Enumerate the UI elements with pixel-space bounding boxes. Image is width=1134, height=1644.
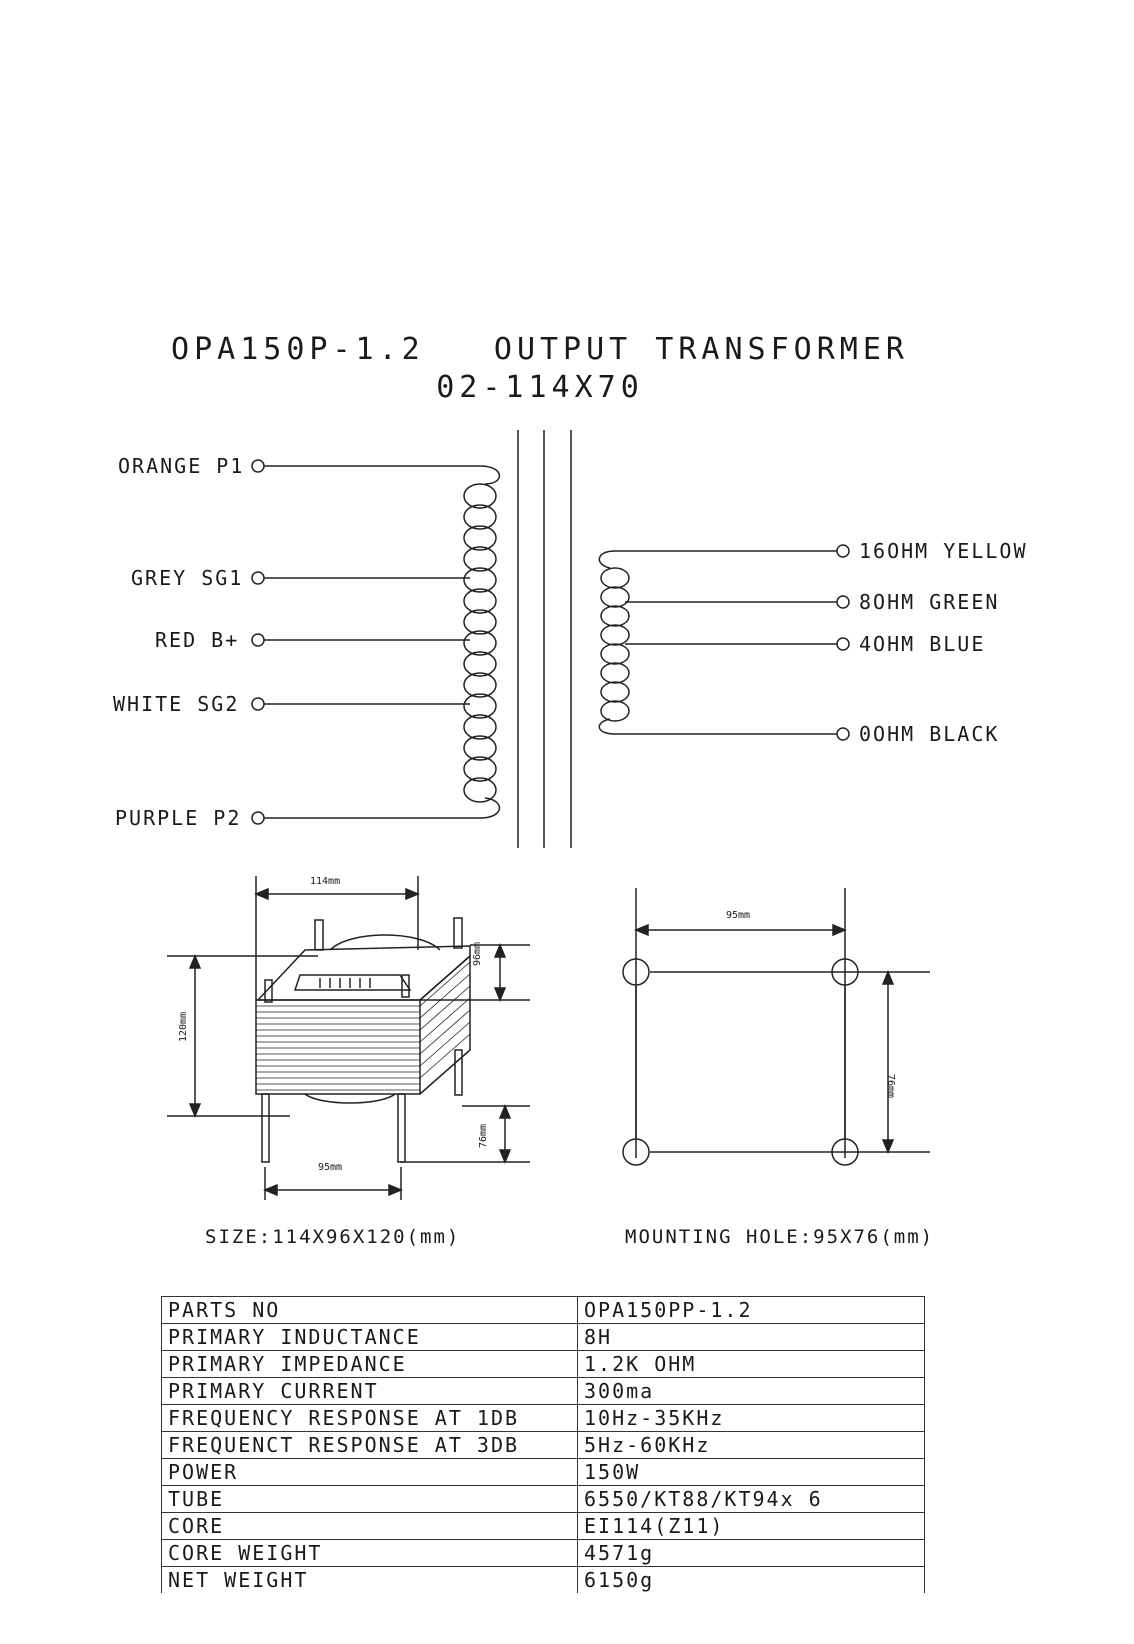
table-row: [162, 1486, 925, 1513]
spec-key: CORE: [162, 1513, 578, 1540]
spec-value: 10Hz-35KHz: [578, 1405, 925, 1432]
label-0ohm-black: 0OHM BLACK: [859, 722, 1000, 746]
spec-value: 150W: [578, 1459, 925, 1486]
label-purple-p2: PURPLE P2: [115, 806, 242, 830]
spec-key: POWER: [162, 1459, 578, 1486]
terminal-grey-sg1: [252, 572, 264, 584]
dim-label-120mm: 120mm: [178, 1011, 189, 1042]
label-16ohm-yellow: 16OHM YELLOW: [859, 539, 1028, 563]
table-row: [162, 1459, 925, 1486]
dim-label-95mm-legs: 95mm: [318, 1162, 343, 1173]
table-row: [162, 1378, 925, 1405]
terminal-0ohm-black: [837, 728, 849, 740]
table-row: [162, 1567, 925, 1594]
dim-label-96mm: 96mm: [472, 941, 483, 966]
dim-label-76mm-holes: 76mm: [885, 1074, 896, 1099]
spec-key: PARTS NO: [162, 1297, 578, 1324]
spec-key: CORE WEIGHT: [162, 1540, 578, 1567]
table-row: [162, 1432, 925, 1459]
terminal-4ohm-blue: [837, 638, 849, 650]
dim-label-114mm: 114mm: [310, 876, 341, 887]
dim-label-76mm-leg: 76mm: [478, 1123, 489, 1148]
spec-table: [161, 1296, 925, 1593]
spec-value: 6550/KT88/KT94x 6: [578, 1486, 925, 1513]
label-red-b: RED B+: [155, 628, 240, 652]
label-8ohm-green: 8OHM GREEN: [859, 590, 1000, 614]
spec-value: 4571g: [578, 1540, 925, 1567]
spec-key: FREQUENCY RESPONSE AT 1DB: [162, 1405, 578, 1432]
spec-key: PRIMARY IMPEDANCE: [162, 1351, 578, 1378]
mounting-hole-diagram: [623, 888, 930, 1165]
terminal-purple-p2: [252, 812, 264, 824]
mounting-caption: MOUNTING HOLE:95X76(mm): [625, 1226, 935, 1248]
spec-value: 8H: [578, 1324, 925, 1351]
transformer-body-sketch: [167, 876, 530, 1200]
spec-key: NET WEIGHT: [162, 1567, 578, 1594]
spec-value: 6150g: [578, 1567, 925, 1594]
dim-label-95mm-holes: 95mm: [726, 910, 751, 921]
table-row: [162, 1351, 925, 1378]
table-row: [162, 1297, 925, 1324]
spec-key: PRIMARY CURRENT: [162, 1378, 578, 1405]
diagram-subtitle: 02-114X70: [436, 370, 644, 405]
spec-key: TUBE: [162, 1486, 578, 1513]
spec-value: 5Hz-60KHz: [578, 1432, 925, 1459]
label-white-sg2: WHITE SG2: [113, 692, 240, 716]
table-row: [162, 1324, 925, 1351]
spec-value: 1.2K OHM: [578, 1351, 925, 1378]
table-row: [162, 1405, 925, 1432]
terminal-8ohm-green: [837, 596, 849, 608]
terminal-white-sg2: [252, 698, 264, 710]
terminal-16ohm-yellow: [837, 545, 849, 557]
spec-value: EI114(Z11): [578, 1513, 925, 1540]
diagram-title: OPA150P-1.2 OUTPUT TRANSFORMER: [171, 332, 909, 367]
label-4ohm-blue: 4OHM BLUE: [859, 632, 986, 656]
terminal-red-b: [252, 634, 264, 646]
spec-value: OPA150PP-1.2: [578, 1297, 925, 1324]
spec-value: 300ma: [578, 1378, 925, 1405]
spec-key: PRIMARY INDUCTANCE: [162, 1324, 578, 1351]
primary-coil: [464, 466, 499, 818]
table-row: [162, 1513, 925, 1540]
size-caption: SIZE:114X96X120(mm): [205, 1226, 461, 1248]
spec-key: FREQUENCT RESPONSE AT 3DB: [162, 1432, 578, 1459]
label-orange-p1: ORANGE P1: [118, 454, 245, 478]
label-grey-sg1: GREY SG1: [131, 566, 244, 590]
table-row: [162, 1540, 925, 1567]
secondary-coil: [599, 551, 629, 734]
terminal-orange-p1: [252, 460, 264, 472]
